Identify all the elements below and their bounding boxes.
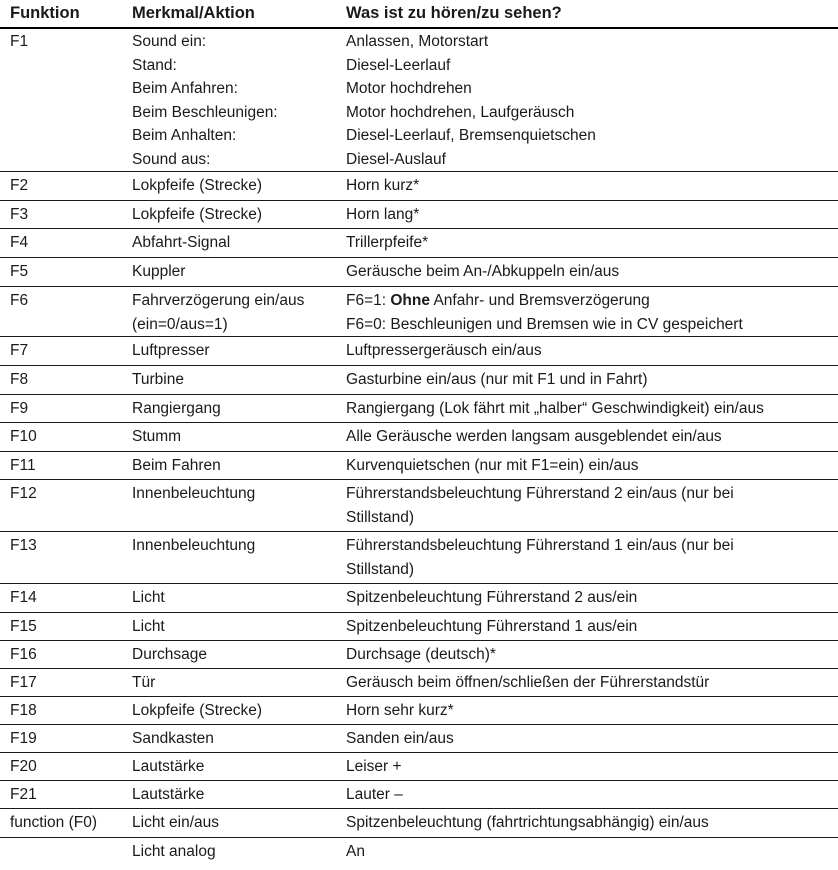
was-line: Diesel-Leerlauf, Bremsenquietschen (346, 127, 596, 144)
was-line (346, 289, 743, 313)
was-line: Horn kurz* (346, 177, 420, 194)
cell-merkmal (132, 425, 181, 449)
cell-was (346, 783, 403, 807)
table-row (0, 258, 838, 287)
cell-merkmal (132, 454, 221, 478)
cell-funktion: F6 (10, 292, 29, 309)
cell-was (346, 397, 764, 421)
merkmal-line: Stand: (132, 56, 177, 74)
table-row (0, 532, 838, 584)
merkmal-line: Sound ein: (132, 33, 207, 50)
cell-funktion: F19 (10, 730, 37, 747)
was-line: Gasturbine ein/aus (nur mit F1 und in Fahrt) (346, 371, 648, 388)
cell-funktion: F1 (10, 33, 29, 50)
cell-merkmal (132, 339, 210, 363)
was-line: Motor hochdrehen, Laufgeräusch (346, 103, 575, 121)
was-line: Spitzenbeleuchtung (fahrtrichtungsabhängig) ein/aus (346, 814, 709, 831)
table-row (0, 838, 838, 870)
cell-merkmal (132, 289, 304, 336)
table-header (0, 0, 838, 29)
table-row (0, 641, 838, 669)
was-line: Sanden ein/aus (346, 730, 454, 747)
was-line: Horn sehr kurz* (346, 702, 454, 719)
merkmal-line: (ein=0/aus=1) (132, 315, 228, 333)
cell-was (346, 671, 709, 695)
cell-was (346, 615, 637, 639)
cell-was (346, 811, 709, 835)
cell-funktion: F21 (10, 786, 37, 803)
was-line: Stillstand) (346, 508, 415, 526)
table-row (0, 287, 838, 337)
cell-funktion: F9 (10, 400, 29, 417)
cell-funktion: F14 (10, 589, 37, 606)
cell-was (346, 174, 419, 198)
header-was: Was ist zu hören/zu sehen? (346, 4, 562, 22)
cell-was (346, 289, 743, 336)
merkmal-line: Beim Fahren (132, 457, 221, 474)
cell-was (346, 203, 419, 227)
table-row (0, 395, 838, 423)
was-line: Diesel-Auslauf (346, 150, 446, 168)
merkmal-line: Lautstärke (132, 786, 205, 803)
cell-was (346, 339, 542, 363)
table-row (0, 613, 838, 641)
merkmal-line: Turbine (132, 371, 184, 388)
table-row (0, 584, 838, 613)
merkmal-line: Luftpresser (132, 342, 210, 359)
cell-merkmal (132, 397, 221, 421)
cell-merkmal (132, 811, 219, 835)
cell-funktion: F13 (10, 537, 37, 554)
cell-was (346, 699, 454, 723)
cell-merkmal (132, 368, 184, 392)
was-line: Lauter – (346, 786, 403, 803)
table-row (0, 669, 838, 697)
merkmal-line: Beim Anfahren: (132, 80, 238, 97)
cell-funktion: F5 (10, 263, 29, 280)
was-line: Alle Geräusche werden langsam ausgeblendet ein/aus (346, 428, 722, 445)
was-line: Leiser + (346, 758, 402, 775)
table-row (0, 172, 838, 201)
merkmal-line: Licht analog (132, 843, 216, 860)
cell-funktion: F11 (10, 457, 36, 474)
cell-was (346, 643, 496, 667)
was-line: An (346, 843, 365, 860)
table-row (0, 28, 838, 172)
cell-funktion: F18 (10, 702, 37, 719)
table-row (0, 452, 838, 480)
cell-merkmal (132, 643, 207, 667)
cell-was (346, 482, 734, 529)
was-line: Luftpressergeräusch ein/aus (346, 342, 542, 359)
cell-merkmal (132, 174, 262, 198)
cell-merkmal (132, 699, 262, 723)
table-row (0, 781, 838, 809)
was-bold: Ohne (390, 292, 430, 309)
cell-funktion: F16 (10, 646, 37, 663)
merkmal-line: Sound aus: (132, 150, 211, 168)
was-line: Anlassen, Motorstart (346, 33, 489, 50)
merkmal-line: Licht (132, 589, 165, 606)
cell-funktion: F8 (10, 371, 29, 388)
was-line: Führerstandsbeleuchtung Führerstand 2 ein/aus (nur bei (346, 485, 734, 502)
cell-merkmal (132, 727, 214, 751)
table-row (0, 423, 838, 452)
was-prefix: F6=1: (346, 292, 391, 309)
cell-was (346, 454, 639, 478)
merkmal-line: Abfahrt-Signal (132, 234, 231, 251)
cell-was (346, 30, 596, 171)
cell-funktion: F4 (10, 234, 29, 251)
was-line: Diesel-Leerlauf (346, 56, 451, 74)
cell-merkmal (132, 203, 262, 227)
table-row (0, 337, 838, 366)
merkmal-line: Rangiergang (132, 400, 221, 417)
cell-funktion: F2 (10, 177, 29, 194)
cell-funktion: F20 (10, 758, 37, 775)
table-row (0, 201, 838, 229)
merkmal-line: Lautstärke (132, 758, 205, 775)
merkmal-line: Lokpfeife (Strecke) (132, 702, 263, 719)
was-suffix: Anfahr- und Bremsverzögerung (430, 292, 650, 309)
was-line: Horn lang* (346, 206, 420, 223)
cell-was (346, 840, 365, 864)
was-line: Stillstand) (346, 560, 415, 578)
table-row (0, 697, 838, 725)
cell-funktion: function (F0) (10, 814, 98, 831)
cell-merkmal (132, 755, 204, 779)
was-line: Spitzenbeleuchtung Führerstand 2 aus/ein (346, 589, 638, 606)
cell-was (346, 755, 402, 779)
merkmal-line: Licht ein/aus (132, 814, 220, 831)
cell-was (346, 425, 722, 449)
cell-merkmal (132, 260, 185, 284)
cell-funktion: F10 (10, 428, 37, 445)
header-merkmal: Merkmal/Aktion (132, 4, 255, 22)
merkmal-line: Stumm (132, 428, 182, 445)
cell-funktion: F15 (10, 618, 37, 635)
cell-was (346, 534, 734, 581)
cell-was (346, 586, 637, 610)
table-row (0, 725, 838, 753)
merkmal-line: Tür (132, 674, 156, 691)
merkmal-line: Beim Anhalten: (132, 127, 237, 144)
merkmal-line: Kuppler (132, 263, 186, 280)
merkmal-line: Beim Beschleunigen: (132, 103, 278, 121)
was-line: Spitzenbeleuchtung Führerstand 1 aus/ein (346, 618, 638, 635)
was-line: Kurvenquietschen (nur mit F1=ein) ein/aus (346, 457, 639, 474)
cell-funktion: F3 (10, 206, 29, 223)
cell-funktion: F7 (10, 342, 29, 359)
cell-merkmal (132, 615, 165, 639)
was-line: Geräusch beim öffnen/schließen der Führerstandstür (346, 674, 710, 691)
cell-merkmal (132, 482, 255, 506)
cell-funktion: F12 (10, 485, 37, 502)
cell-was (346, 260, 619, 284)
was-line: Geräusche beim An-/Abkuppeln ein/aus (346, 263, 620, 280)
was-line: Motor hochdrehen (346, 80, 472, 97)
table-row (0, 809, 838, 838)
cell-merkmal (132, 534, 255, 558)
merkmal-line: Innenbeleuchtung (132, 485, 256, 502)
table-row (0, 480, 838, 532)
cell-merkmal (132, 840, 216, 864)
was-line: Führerstandsbeleuchtung Führerstand 1 ein/aus (nur bei (346, 537, 734, 554)
cell-funktion: F17 (10, 674, 37, 691)
cell-merkmal (132, 30, 278, 171)
merkmal-line: Sandkasten (132, 730, 214, 747)
table-row (0, 229, 838, 258)
cell-merkmal (132, 231, 230, 255)
merkmal-line: Fahrverzögerung ein/aus (132, 292, 305, 309)
was-line: Trillerpfeife* (346, 234, 429, 251)
cell-was (346, 727, 454, 751)
table-row (0, 753, 838, 781)
merkmal-line: Lokpfeife (Strecke) (132, 177, 263, 194)
cell-merkmal (132, 783, 204, 807)
was-line: Rangiergang (Lok fährt mit „halber“ Geschwindigkeit) ein/aus (346, 400, 764, 417)
cell-was (346, 368, 648, 392)
merkmal-line: Lokpfeife (Strecke) (132, 206, 263, 223)
cell-merkmal (132, 586, 165, 610)
header-funktion: Funktion (10, 4, 80, 22)
was-line: Durchsage (deutsch)* (346, 646, 496, 663)
cell-merkmal (132, 671, 155, 695)
table-row (0, 366, 838, 395)
cell-was (346, 231, 428, 255)
merkmal-line: Licht (132, 618, 165, 635)
merkmal-line: Innenbeleuchtung (132, 537, 256, 554)
merkmal-line: Durchsage (132, 646, 207, 663)
was-line: F6=0: Beschleunigen und Bremsen wie in CV gespeichert (346, 315, 743, 333)
